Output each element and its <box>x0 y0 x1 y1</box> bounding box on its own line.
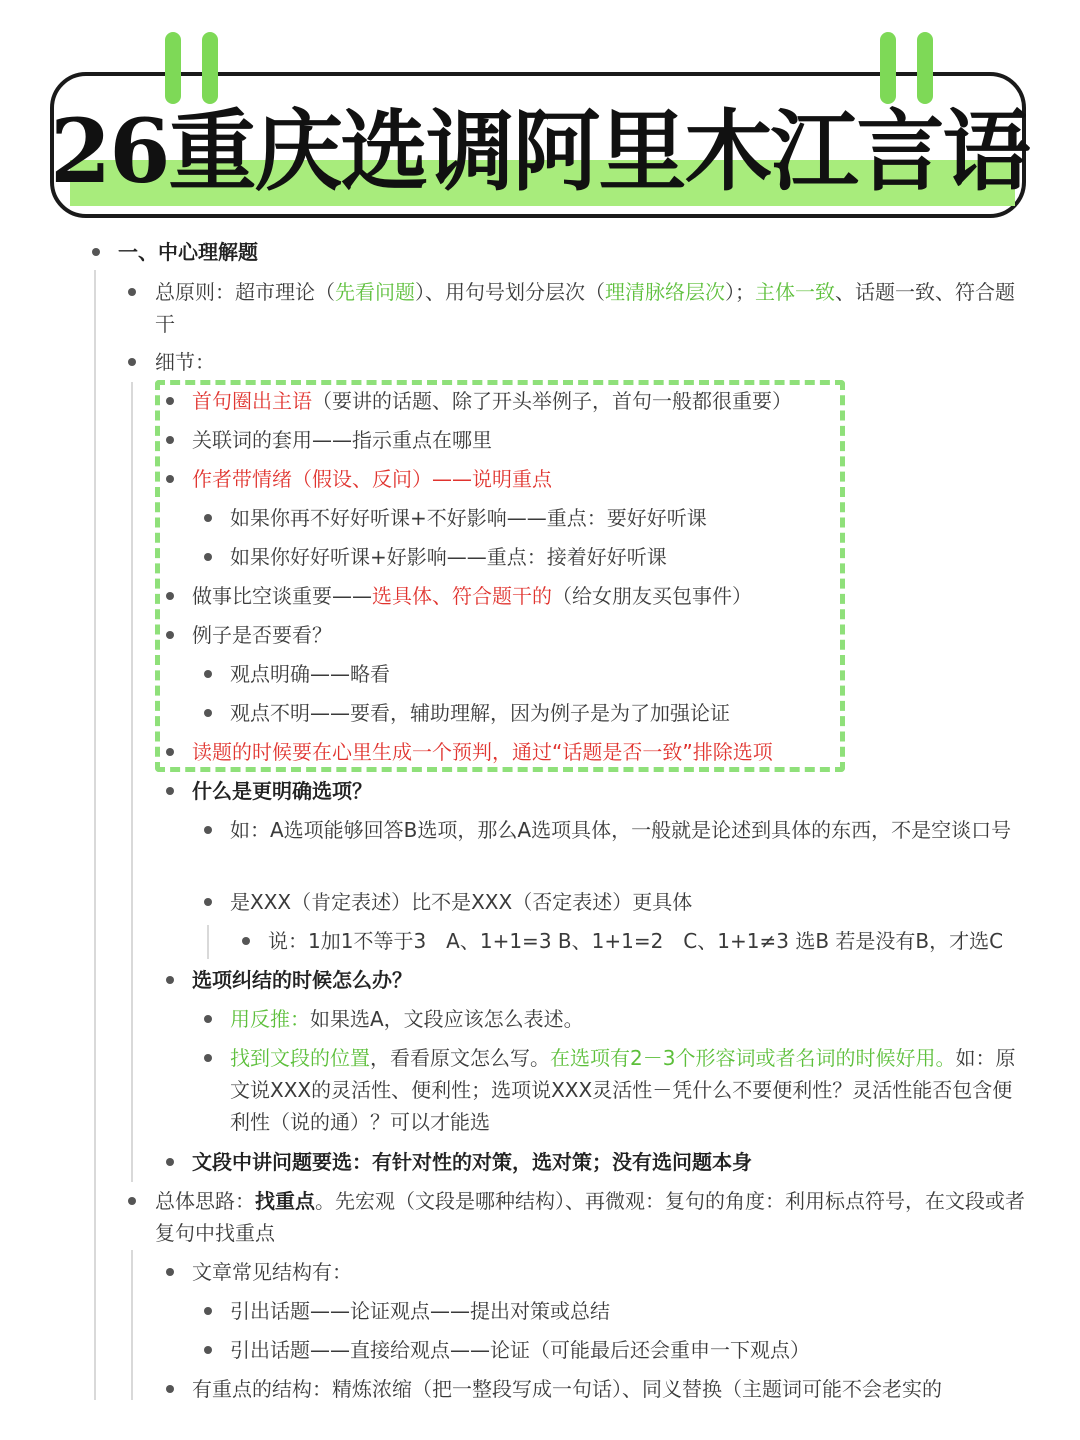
question-1-item-2-1: 说：1加1不等于3 A、1+1=3 B、1+1=2 C、1+1≠3 选B 若是没有B，才选C <box>268 929 1004 953</box>
bullet <box>166 1268 174 1276</box>
bullet <box>242 937 250 945</box>
bullet <box>166 787 174 795</box>
bullet <box>166 976 174 984</box>
bullet <box>204 1307 212 1315</box>
bullet <box>204 826 212 834</box>
bullet <box>204 1054 212 1062</box>
details-label: 细节： <box>155 350 215 374</box>
bullet <box>166 397 174 405</box>
principle-text-g: 、话题一致、符合题干 <box>155 280 1015 336</box>
bullet <box>166 592 174 600</box>
detail-4-c: （给女朋友买包事件） <box>552 584 752 608</box>
detail-item-3: 作者带情绪（假设、反问）——说明重点 <box>192 467 552 491</box>
q2-1-rest: 如果选A，文段应该怎么表述。 <box>310 1007 584 1031</box>
detail-item-6: 读题的时候要在心里生成一个预判，通过“话题是否一致”排除选项 <box>192 740 773 764</box>
detail-4-a: 做事比空谈重要—— <box>192 584 372 608</box>
key-structure: 有重点的结构：精炼浓缩（把一整段写成一句话）、同义替换（主题词可能不会老实的 <box>192 1377 942 1401</box>
question-3: 文段中讲问题要选：有针对性的对策，选对策；没有选问题本身 <box>192 1150 752 1174</box>
page-title: 26重庆选调阿里木江言语 <box>50 99 1029 203</box>
bullet <box>128 358 136 366</box>
question-1-item-2: 是XXX（肯定表述）比不是XXX（否定表述）更具体 <box>230 890 693 914</box>
principle-text-d: 理清脉络层次 <box>605 280 725 304</box>
structure-item-2: 引出话题——直接给观点——论证（可能最后还会重申一下观点） <box>230 1338 810 1362</box>
question-2: 选项纠结的时候怎么办？ <box>192 968 412 992</box>
detail-4-b: 选具体、符合题干的 <box>372 584 552 608</box>
principle-item <box>155 276 1015 340</box>
question-1-item-1: 如：A选项能够回答B选项，那么A选项具体，一般就是论述到具体的东西，不是空谈口号 <box>230 818 1012 842</box>
overall-a: 总体思路： <box>155 1189 255 1213</box>
bullet <box>204 553 212 561</box>
bullet <box>128 1197 136 1205</box>
detail-item-5-2: 观点不明——要看，辅助理解，因为例子是为了加强论证 <box>230 701 730 725</box>
section-heading: 一、中心理解题 <box>118 240 258 264</box>
q2-2-d: 如：原文说XXX的灵活性、便利性；选项说XXX灵活性－凭什么不要便利性？灵活性能否包含便利性（说的通）？可以才能选 <box>230 1046 1016 1134</box>
guide-line-level2 <box>131 382 133 1182</box>
detail-item-1 <box>192 385 792 417</box>
bullet <box>166 631 174 639</box>
detail-1-rest: （要讲的话题、除了开头举例子，首句一般都很重要） <box>312 389 792 413</box>
detail-item-4 <box>192 580 752 612</box>
bullet <box>166 475 174 483</box>
question-2-item-1 <box>230 1003 584 1035</box>
detail-item-5-1: 观点明确——略看 <box>230 662 390 686</box>
bullet <box>204 670 212 678</box>
bullet <box>166 748 174 756</box>
overall-approach <box>155 1185 1025 1249</box>
detail-item-5: 例子是否要看？ <box>192 623 332 647</box>
principle-text-c: ）、用句号划分层次（ <box>415 280 605 304</box>
bullet <box>204 709 212 717</box>
principle-text-f: 主体一致 <box>755 280 835 304</box>
bullet <box>128 288 136 296</box>
guide-line-level1 <box>94 270 96 1400</box>
structure-item-1: 引出话题——论证观点——提出对策或总结 <box>230 1299 610 1323</box>
question-1: 什么是更明确选项？ <box>192 779 372 803</box>
principle-text-b: 先看问题 <box>335 280 415 304</box>
q2-2-b: ，看看原文怎么写。 <box>370 1046 550 1070</box>
bullet <box>204 1346 212 1354</box>
question-2-item-2 <box>230 1042 1030 1138</box>
detail-item-3-1: 如果你再不好好听课+不好影响——重点：要好好听课 <box>230 506 707 530</box>
bullet <box>204 1015 212 1023</box>
structure-label: 文章常见结构有： <box>192 1260 352 1284</box>
principle-text-a: 总原则：超市理论（ <box>155 280 335 304</box>
principle-text-e: ）； <box>725 280 755 304</box>
detail-item-3-2: 如果你好好听课+好影响——重点：接着好好听课 <box>230 545 667 569</box>
bullet <box>204 514 212 522</box>
q2-2-a: 找到文段的位置 <box>230 1046 370 1070</box>
overall-c: 。先宏观（文段是哪种结构）、再微观：复句的角度：利用标点符号，在文段或者复句中找重点 <box>155 1189 1025 1245</box>
overall-b: 找重点 <box>255 1189 315 1213</box>
detail-item-2: 关联词的套用——指示重点在哪里 <box>192 428 492 452</box>
bullet <box>204 898 212 906</box>
bullet <box>166 436 174 444</box>
q2-2-c: 在选项有2－3个形容词或者名词的时候好用。 <box>550 1046 956 1070</box>
detail-1-emph: 首句圈出主语 <box>192 389 312 413</box>
q2-1-emph: 用反推： <box>230 1007 310 1031</box>
guide-line-level2b <box>131 1250 133 1400</box>
bullet <box>166 1385 174 1393</box>
guide-line-level3 <box>207 925 209 959</box>
bullet <box>92 248 100 256</box>
bullet <box>166 1158 174 1166</box>
